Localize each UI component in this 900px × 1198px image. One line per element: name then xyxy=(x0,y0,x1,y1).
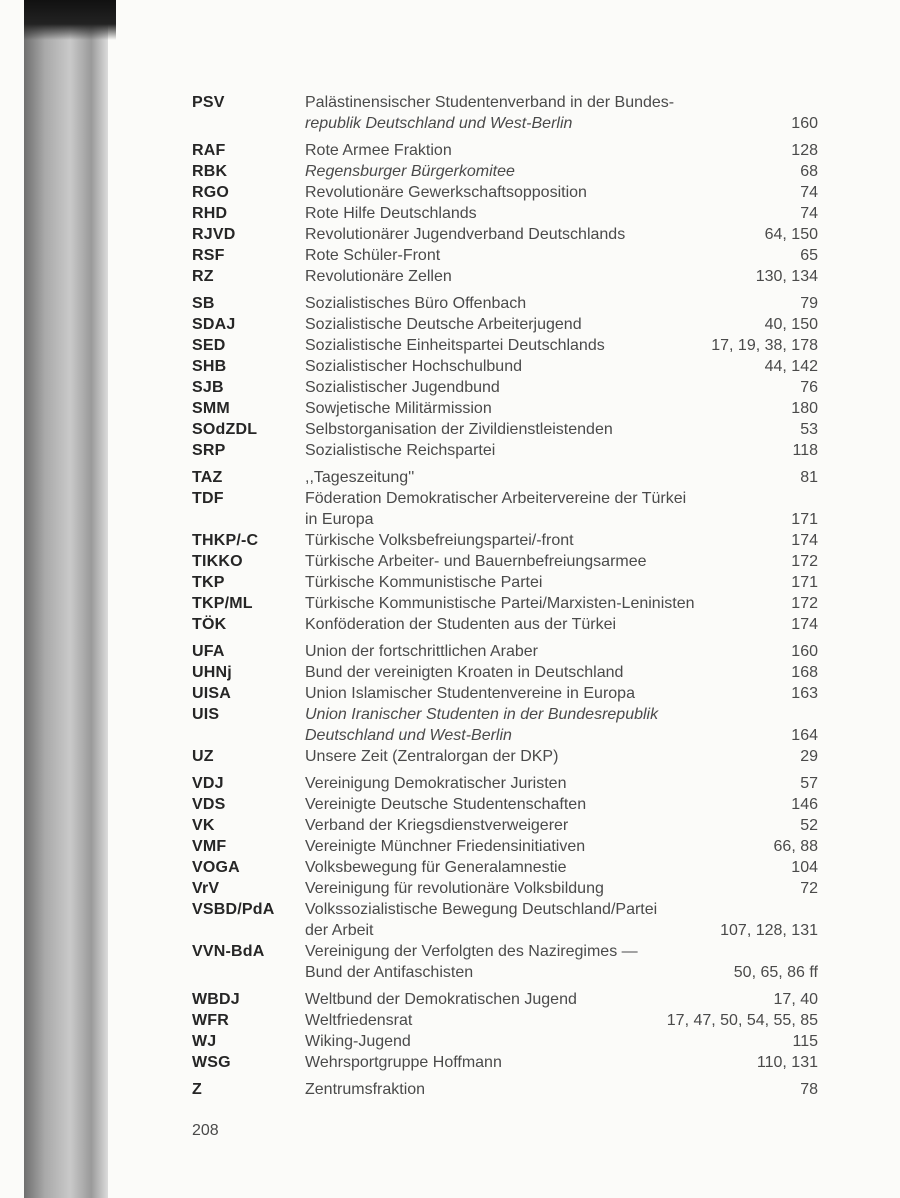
index-entry xyxy=(192,335,818,356)
entry-pages: 128 xyxy=(791,142,818,159)
entry-abbreviation: RGO xyxy=(192,184,230,201)
letter-group xyxy=(192,293,818,461)
entry-pages: 130, 134 xyxy=(755,268,818,285)
entry-description: Wehrsportgruppe Hoffmann xyxy=(305,1054,502,1071)
entry-description: Sozialistische Einheitspartei Deutschlands xyxy=(305,337,605,354)
entry-description: Unsere Zeit (Zentralorgan der DKP) xyxy=(305,748,559,765)
index-entry xyxy=(192,641,818,662)
index-entry xyxy=(192,530,818,551)
entry-pages: 68 xyxy=(800,163,818,180)
index-entry xyxy=(192,140,818,161)
entry-description: Rote Hilfe Deutschlands xyxy=(305,205,477,222)
entry-pages: 81 xyxy=(800,469,818,486)
letter-group xyxy=(192,773,818,983)
page-number: 208 xyxy=(192,1122,219,1139)
entry-description: Volkssozialistische Bewegung Deutschland/Partei xyxy=(305,901,658,918)
entry-pages: 160 xyxy=(791,643,818,660)
entry-description: Vereinigung der Verfolgten des Naziregimes — xyxy=(305,943,638,960)
entry-abbreviation: TDF xyxy=(192,490,224,507)
entry-abbreviation: WJ xyxy=(192,1033,217,1050)
entry-description: Sozialistischer Jugendbund xyxy=(305,379,500,396)
entry-abbreviation: RZ xyxy=(192,268,214,285)
entry-pages: 164 xyxy=(791,727,818,744)
entry-description: Regensburger Bürgerkomitee xyxy=(305,163,515,180)
entry-abbreviation: RBK xyxy=(192,163,228,180)
index-entry xyxy=(192,467,818,488)
entry-description: Revolutionäre Gewerkschaftsopposition xyxy=(305,184,587,201)
index-entry xyxy=(192,662,818,683)
entry-pages: 78 xyxy=(800,1081,818,1098)
entry-description: Weltfriedensrat xyxy=(305,1012,413,1029)
entry-abbreviation xyxy=(192,113,305,134)
entry-abbreviation: UFA xyxy=(192,643,225,660)
entry-abbreviation: UIS xyxy=(192,706,220,723)
entry-abbreviation: WSG xyxy=(192,1054,231,1071)
entry-abbreviation: TKP xyxy=(192,574,225,591)
index-entry xyxy=(192,941,818,983)
entry-abbreviation: SDAJ xyxy=(192,316,236,333)
entry-abbreviation: WBDJ xyxy=(192,991,240,1008)
index-entry xyxy=(192,1010,818,1031)
entry-description: Sowjetische Militärmission xyxy=(305,400,492,417)
scan-shadow xyxy=(24,0,116,40)
entry-description: Türkische Arbeiter- und Bauernbefreiungsarmee xyxy=(305,553,647,570)
index-entry xyxy=(192,161,818,182)
abbreviation-index xyxy=(192,92,818,1100)
entry-pages: 72 xyxy=(800,880,818,897)
entry-abbreviation: SOdZDL xyxy=(192,421,258,438)
entry-pages: 146 xyxy=(791,796,818,813)
index-entry xyxy=(192,314,818,335)
entry-pages: 74 xyxy=(800,205,818,222)
entry-pages: 76 xyxy=(800,379,818,396)
entry-description: Türkische Kommunistische Partei/Marxisten-Leninisten xyxy=(305,595,695,612)
entry-abbreviation xyxy=(192,920,305,941)
entry-pages: 174 xyxy=(791,532,818,549)
entry-description: Vereinigte Deutsche Studentenschaften xyxy=(305,796,587,813)
index-entry xyxy=(192,836,818,857)
entry-description: Verband der Kriegsdienstverweigerer xyxy=(305,817,569,834)
entry-description: Weltbund der Demokratischen Jugend xyxy=(305,991,577,1008)
entry-description: ,,Tageszeitung'' xyxy=(305,469,415,486)
entry-pages: 74 xyxy=(800,184,818,201)
entry-pages: 115 xyxy=(792,1033,818,1050)
entry-description: Sozialistische Deutsche Arbeiterjugend xyxy=(305,316,582,333)
entry-pages: 17, 40 xyxy=(773,991,818,1008)
index-entry xyxy=(192,419,818,440)
entry-description: Rote Armee Fraktion xyxy=(305,142,452,159)
entry-pages: 171 xyxy=(791,511,818,528)
entry-description: republik Deutschland und West-Berlin xyxy=(305,115,573,132)
letter-group xyxy=(192,989,818,1073)
entry-pages: 160 xyxy=(791,115,818,132)
index-entry xyxy=(192,440,818,461)
index-entry xyxy=(192,398,818,419)
entry-pages: 163 xyxy=(791,685,818,702)
index-entry xyxy=(192,551,818,572)
book-binding-edge xyxy=(24,0,108,1198)
entry-abbreviation: VDJ xyxy=(192,775,224,792)
entry-pages: 17, 19, 38, 178 xyxy=(711,337,818,354)
entry-description: in Europa xyxy=(305,511,374,528)
entry-pages: 65 xyxy=(800,247,818,264)
index-entry xyxy=(192,746,818,767)
entry-description: Deutschland und West-Berlin xyxy=(305,727,512,744)
entry-description: Revolutionäre Zellen xyxy=(305,268,452,285)
entry-description: Wiking-Jugend xyxy=(305,1033,411,1050)
entry-abbreviation: VVN-BdA xyxy=(192,943,265,960)
index-entry xyxy=(192,245,818,266)
entry-abbreviation: THKP/-C xyxy=(192,532,259,549)
index-entry xyxy=(192,182,818,203)
entry-description: Sozialistisches Büro Offenbach xyxy=(305,295,527,312)
entry-abbreviation: RAF xyxy=(192,142,226,159)
entry-abbreviation: VSBD/PdA xyxy=(192,901,275,918)
index-entry xyxy=(192,899,818,941)
index-entry xyxy=(192,293,818,314)
entry-abbreviation: UZ xyxy=(192,748,214,765)
index-entry xyxy=(192,1031,818,1052)
index-entry xyxy=(192,773,818,794)
entry-description: Türkische Volksbefreiungspartei/-front xyxy=(305,532,574,549)
index-entry xyxy=(192,815,818,836)
entry-abbreviation: VrV xyxy=(192,880,220,897)
entry-abbreviation: Z xyxy=(192,1081,202,1098)
entry-description: Bund der Antifaschisten xyxy=(305,964,474,981)
index-entry xyxy=(192,92,818,134)
entry-abbreviation: VDS xyxy=(192,796,226,813)
index-entry xyxy=(192,794,818,815)
entry-pages: 57 xyxy=(800,775,818,792)
index-entry xyxy=(192,614,818,635)
entry-pages: 168 xyxy=(791,664,818,681)
index-entry xyxy=(192,266,818,287)
letter-group xyxy=(192,1079,818,1100)
entry-pages: 29 xyxy=(800,748,818,765)
entry-pages: 180 xyxy=(791,400,818,417)
entry-description: Vereinigung Demokratischer Juristen xyxy=(305,775,567,792)
entry-pages: 64, 150 xyxy=(764,226,818,243)
entry-pages: 40, 150 xyxy=(764,316,818,333)
entry-abbreviation: TÖK xyxy=(192,616,227,633)
index-entry xyxy=(192,356,818,377)
index-entry xyxy=(192,989,818,1010)
entry-abbreviation: VOGA xyxy=(192,859,240,876)
entry-abbreviation: TAZ xyxy=(192,469,223,486)
index-entry xyxy=(192,857,818,878)
index-entry xyxy=(192,488,818,530)
entry-description: Union Islamischer Studentenvereine in Europa xyxy=(305,685,635,702)
entry-pages: 174 xyxy=(791,616,818,633)
index-entry xyxy=(192,878,818,899)
entry-pages: 53 xyxy=(800,421,818,438)
entry-pages: 50, 65, 86 ff xyxy=(733,964,818,981)
entry-pages: 79 xyxy=(800,295,818,312)
entry-abbreviation: SRP xyxy=(192,442,226,459)
entry-description: Volksbewegung für Generalamnestie xyxy=(305,859,567,876)
entry-description: der Arbeit xyxy=(305,922,374,939)
index-entry xyxy=(192,683,818,704)
entry-abbreviation: UHNj xyxy=(192,664,232,681)
entry-description: Türkische Kommunistische Partei xyxy=(305,574,543,591)
entry-description: Rote Schüler-Front xyxy=(305,247,441,264)
entry-abbreviation: SJB xyxy=(192,379,224,396)
entry-description: Föderation Demokratischer Arbeitervereine der Türkei xyxy=(305,490,687,507)
entry-abbreviation xyxy=(192,725,305,746)
entry-pages: 118 xyxy=(792,442,818,459)
entry-pages: 52 xyxy=(800,817,818,834)
letter-group xyxy=(192,92,818,134)
index-entry xyxy=(192,377,818,398)
entry-pages: 66, 88 xyxy=(773,838,818,855)
letter-group xyxy=(192,467,818,635)
entry-abbreviation: RSF xyxy=(192,247,225,264)
index-entry xyxy=(192,1079,818,1100)
index-entry xyxy=(192,1052,818,1073)
entry-abbreviation: VMF xyxy=(192,838,227,855)
entry-pages: 44, 142 xyxy=(764,358,818,375)
entry-description: Bund der vereinigten Kroaten in Deutschland xyxy=(305,664,624,681)
entry-abbreviation: SHB xyxy=(192,358,227,375)
entry-abbreviation: TKP/ML xyxy=(192,595,253,612)
entry-abbreviation: RHD xyxy=(192,205,228,222)
entry-abbreviation: RJVD xyxy=(192,226,236,243)
entry-description: Zentrumsfraktion xyxy=(305,1081,426,1098)
index-entry xyxy=(192,593,818,614)
entry-pages: 110, 131 xyxy=(756,1054,818,1071)
entry-abbreviation: WFR xyxy=(192,1012,230,1029)
entry-description: Revolutionärer Jugendverband Deutschlands xyxy=(305,226,626,243)
entry-description: Sozialistische Reichspartei xyxy=(305,442,496,459)
letter-group xyxy=(192,641,818,767)
entry-abbreviation xyxy=(192,509,305,530)
entry-description: Union Iranischer Studenten in der Bundesrepublik xyxy=(305,706,659,723)
entry-abbreviation xyxy=(192,962,305,983)
entry-pages: 107, 128, 131 xyxy=(720,922,818,939)
entry-pages: 17, 47, 50, 54, 55, 85 xyxy=(666,1012,818,1029)
index-entry xyxy=(192,572,818,593)
entry-abbreviation: PSV xyxy=(192,94,225,111)
entry-description: Sozialistischer Hochschulbund xyxy=(305,358,522,375)
entry-description: Union der fortschrittlichen Araber xyxy=(305,643,538,660)
entry-abbreviation: VK xyxy=(192,817,215,834)
entry-abbreviation: UISA xyxy=(192,685,232,702)
entry-pages: 104 xyxy=(791,859,818,876)
entry-description: Konföderation der Studenten aus der Türkei xyxy=(305,616,617,633)
entry-abbreviation: TIKKO xyxy=(192,553,243,570)
entry-pages: 172 xyxy=(791,553,818,570)
entry-abbreviation: SMM xyxy=(192,400,230,417)
entry-abbreviation: SED xyxy=(192,337,226,354)
index-entry xyxy=(192,704,818,746)
index-entry xyxy=(192,224,818,245)
entry-description: Vereinigung für revolutionäre Volksbildung xyxy=(305,880,604,897)
entry-description: Palästinensischer Studentenverband in der Bundes- xyxy=(305,94,675,111)
entry-description: Vereinigte Münchner Friedensinitiativen xyxy=(305,838,586,855)
index-entry xyxy=(192,203,818,224)
entry-pages: 172 xyxy=(791,595,818,612)
letter-group xyxy=(192,140,818,287)
entry-pages: 171 xyxy=(791,574,818,591)
entry-abbreviation: SB xyxy=(192,295,215,312)
entry-description: Selbstorganisation der Zivildienstleistenden xyxy=(305,421,613,438)
